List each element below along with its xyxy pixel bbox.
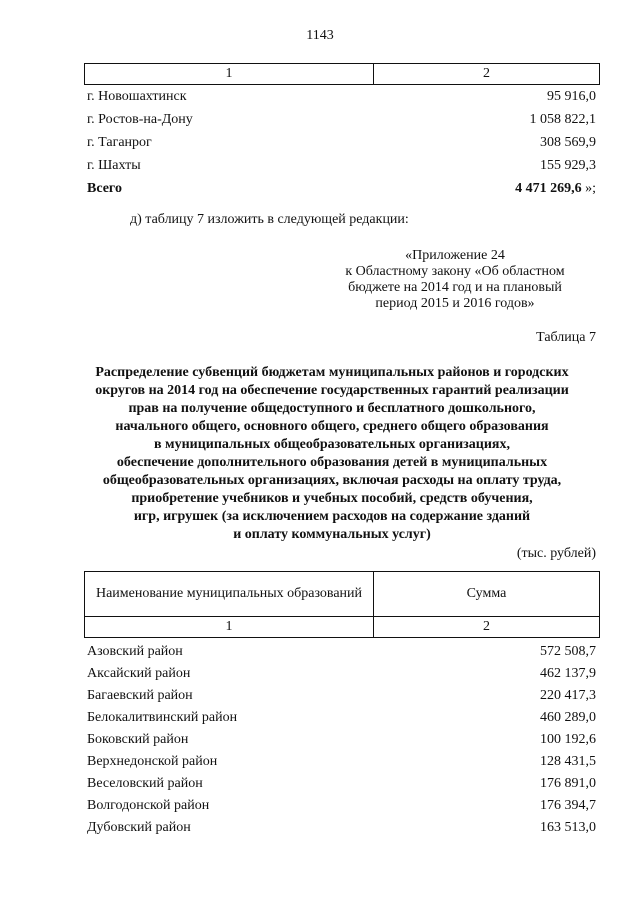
units-label: (тыс. рублей) xyxy=(516,546,596,561)
row-name: Верхнедонской район xyxy=(87,754,218,769)
row-name: г. Ростов-на-Дону xyxy=(87,112,193,127)
title-line: игр, игрушек (за исключением расходов на содержание зданий xyxy=(133,509,531,524)
table-body xyxy=(84,638,600,839)
row-name: г. Шахты xyxy=(87,158,141,173)
row-value: 462 137,9 xyxy=(540,666,596,681)
table-row xyxy=(84,817,600,839)
page-number: 1143 xyxy=(306,28,334,43)
row-name: г. Новошахтинск xyxy=(87,89,187,104)
title-line: и оплату коммунальных услуг) xyxy=(233,527,431,542)
table-row xyxy=(84,154,600,177)
row-value: 100 192,6 xyxy=(540,732,596,747)
row-value: 220 417,3 xyxy=(540,688,596,703)
appendix-line: период 2015 и 2016 годов» xyxy=(375,296,535,311)
row-name: Белокалитвинский район xyxy=(87,710,238,725)
title-line: начального общего, основного общего, среднего общего образования xyxy=(115,419,549,434)
row-value: 176 394,7 xyxy=(540,798,596,813)
row-value: 95 916,0 xyxy=(547,89,596,104)
row-value: 1 058 822,1 xyxy=(529,112,596,127)
table-row xyxy=(84,108,600,131)
column-index-row xyxy=(84,616,600,638)
row-name: Аксайский район xyxy=(87,666,191,681)
total-value: 4 471 269,6 xyxy=(515,181,582,196)
table-row xyxy=(84,773,600,795)
row-value: 572 508,7 xyxy=(540,644,596,659)
row-value: 163 513,0 xyxy=(540,820,596,835)
row-name: Веселовский район xyxy=(87,776,203,791)
row-value: 128 431,5 xyxy=(540,754,596,769)
total-value-cell xyxy=(515,177,600,200)
table-row xyxy=(84,795,600,817)
column-index-1: 1 xyxy=(85,64,374,84)
header-name: Наименование муниципальных образований xyxy=(85,572,374,616)
row-value: 460 289,0 xyxy=(540,710,596,725)
row-name: Багаевский район xyxy=(87,688,193,703)
row-name: Дубовский район xyxy=(87,820,191,835)
appendix-line: бюджете на 2014 год и на плановый xyxy=(348,280,562,295)
total-suffix: »; xyxy=(581,181,596,196)
table-row xyxy=(84,729,600,751)
row-name: Азовский район xyxy=(87,644,183,659)
table-row xyxy=(84,707,600,729)
table-header xyxy=(84,571,600,616)
table-row xyxy=(84,663,600,685)
table-row xyxy=(84,751,600,773)
appendix-line: к Областному закону «Об областном xyxy=(345,264,565,279)
subvention-table xyxy=(84,571,600,839)
continuation-table xyxy=(84,63,600,200)
table-row xyxy=(84,131,600,154)
header-sum: Сумма xyxy=(466,586,507,601)
row-name: Волгодонской район xyxy=(87,798,210,813)
row-value: 176 891,0 xyxy=(540,776,596,791)
table-label: Таблица 7 xyxy=(536,330,596,345)
title-line: округов на 2014 год на обеспечение государственных гарантий реализации xyxy=(95,383,569,398)
column-index-2: 2 xyxy=(483,66,490,81)
appendix-line: «Приложение 24 xyxy=(405,248,505,263)
title-line: приобретение учебников и учебных пособий, средств обучения, xyxy=(131,491,533,506)
title-line: прав на получение общедоступного и бесплатного дошкольного, xyxy=(128,401,536,416)
row-name: Боковский район xyxy=(87,732,189,747)
total-row xyxy=(84,177,600,200)
title-line: обеспечение дополнительного образования детей в муниципальных xyxy=(116,455,548,470)
row-name: г. Таганрог xyxy=(87,135,152,150)
column-index-2: 2 xyxy=(483,619,490,634)
row-value: 308 569,9 xyxy=(540,135,596,150)
table-row xyxy=(84,85,600,108)
appendix-reference xyxy=(330,248,580,312)
instruction-text: д) таблицу 7 изложить в следующей редакции: xyxy=(130,212,409,227)
title-line: в муниципальных общеобразовательных организациях, xyxy=(154,437,510,452)
table-header xyxy=(84,63,600,85)
title-line: общеобразовательных организациях, включая расходы на оплату труда, xyxy=(102,473,562,488)
table-row xyxy=(84,685,600,707)
row-value: 155 929,3 xyxy=(540,158,596,173)
table-title xyxy=(62,364,602,544)
total-label: Всего xyxy=(87,181,122,196)
column-index-1: 1 xyxy=(85,617,374,637)
table-row xyxy=(84,641,600,663)
title-line: Распределение субвенций бюджетам муниципальных районов и городских xyxy=(95,365,569,380)
